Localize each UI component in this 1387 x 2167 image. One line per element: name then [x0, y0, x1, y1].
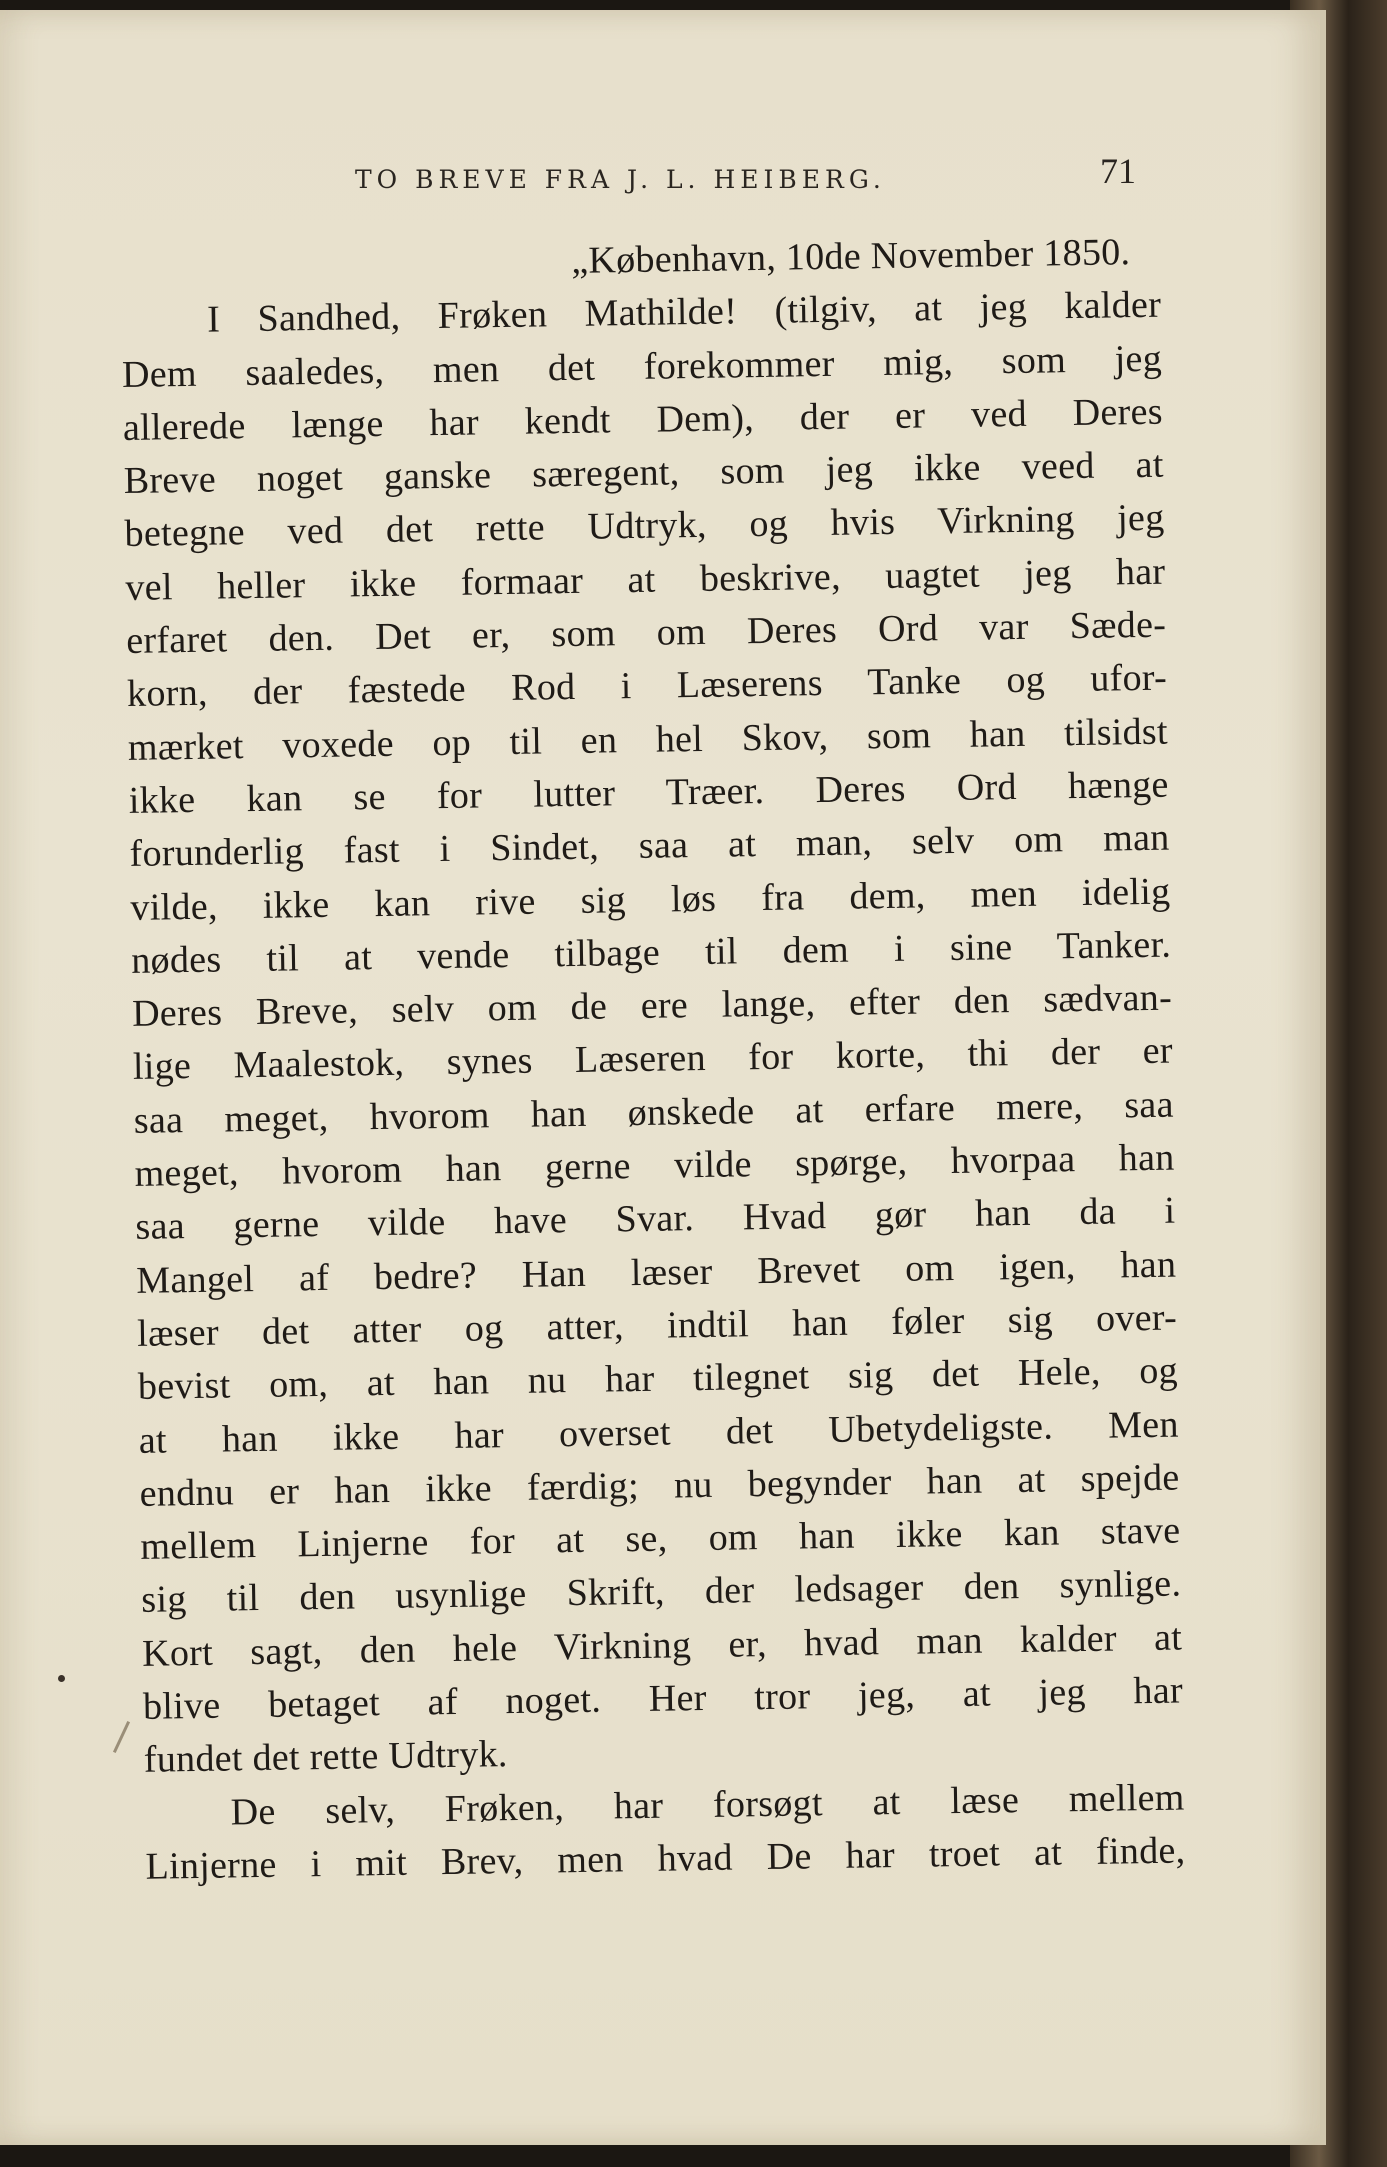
text-line: Kort sagt, den hele Virkning er, hvad man kalder at: [141, 1616, 1183, 1675]
text-line: mellem Linjerne for at se, om han ikke kan stave: [140, 1509, 1181, 1568]
text-line: bevist om, at han nu har tilegnet sig det Hele, og: [137, 1349, 1179, 1409]
text-line: sig til den usynlige Skrift, der ledsager den synlige.: [141, 1562, 1182, 1622]
text-line: betegne ved det rette Udtryk, og hvis Virkning jeg: [124, 497, 1165, 556]
text-line: vel heller ikke formaar at beskrive, uagtet jeg har: [125, 550, 1166, 609]
text-line: I Sandhed, Frøken Mathilde! (tilgiv, at jeg kalder: [206, 283, 1162, 341]
page-sheet: [0, 10, 1326, 2145]
text-line: forunderlig fast i Sindet, saa at man, selv om man: [129, 816, 1170, 876]
text-line: læser det atter og atter, indtil han føler sig over-: [136, 1296, 1178, 1355]
text-line: Dem saaledes, men det forekommer mig, som jeg: [121, 337, 1163, 396]
text-line: De selv, Frøken, har forsøgt at læse mellem: [230, 1776, 1185, 1834]
text-line: Linjerne i mit Brev, men hvad De har troet at finde,: [145, 1829, 1186, 1888]
text-line: vilde, ikke kan rive sig løs fra dem, men idelig: [130, 870, 1171, 929]
dateline: „København, 10de November 1850.: [570, 231, 1131, 282]
text-line: saa gerne vilde have Svar. Hvad gør han da i: [135, 1189, 1176, 1249]
body-text: [120, 226, 1186, 1894]
text-line: meget, hvorom han gerne vilde spørge, hvorpaa han: [134, 1136, 1175, 1195]
margin-ink-dot: [58, 1675, 65, 1682]
running-head: TO BREVE FRA J. L. HEIBERG.: [355, 165, 886, 194]
text-line: erfaret den. Det er, som om Deres Ord var Sæde-: [125, 603, 1167, 663]
text-line: ikke kan se for lutter Træer. Deres Ord hænge: [128, 763, 1169, 822]
text-line: endnu er han ikke færdig; nu begynder han at spejde: [139, 1456, 1180, 1515]
text-line: Mangel af bedre? Han læser Brevet om igen, han: [135, 1243, 1177, 1302]
page-number: 71: [1100, 151, 1136, 191]
text-line: fundet det rette Udtryk.: [143, 1733, 508, 1782]
text-line: Deres Breve, selv om de ere lange, efter den sædvan-: [131, 976, 1173, 1036]
text-line: Breve noget ganske særegent, som jeg ikke veed at: [123, 443, 1164, 503]
text-line: allerede længe har kendt Dem), der er ved Deres: [122, 390, 1164, 449]
text-line: lige Maalestok, synes Læseren for korte, thi der er: [132, 1030, 1174, 1089]
text-line: at han ikke har overset det Ubetydeligste. Men: [138, 1403, 1180, 1462]
text-line: nødes til at vende tilbage til dem i sine Tanker.: [130, 923, 1172, 982]
margin-pencil-mark: [113, 1721, 130, 1753]
text-line: korn, der fæstede Rod i Læserens Tanke og ufor-: [126, 656, 1168, 716]
text-line: blive betaget af noget. Her tror jeg, at jeg har: [142, 1669, 1184, 1728]
text-line: saa meget, hvorom han ønskede at erfare mere, saa: [133, 1083, 1175, 1142]
text-line: mærket voxede op til en hel Skov, som han tilsidst: [127, 710, 1169, 769]
